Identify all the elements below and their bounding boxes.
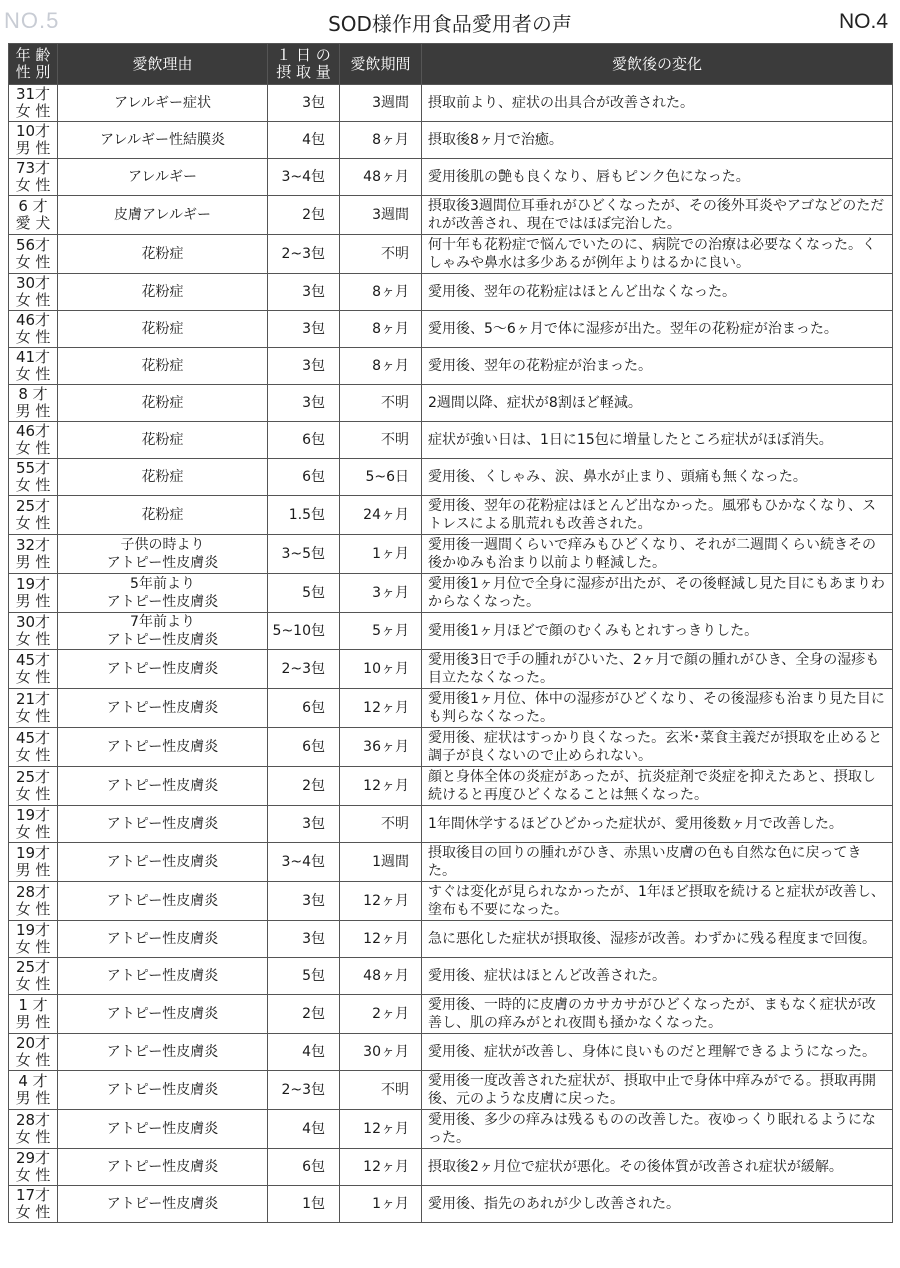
reason-value: アトピー性皮膚炎 (106, 1006, 219, 1022)
cell-reason (58, 1110, 268, 1149)
cell-age-sex (9, 843, 58, 882)
cell-period: 3週間 (340, 85, 422, 122)
cell-age-sex (9, 995, 58, 1034)
table-row (9, 122, 893, 159)
cell-reason (58, 385, 268, 422)
cell-daily-amount: 3~5包 (268, 535, 340, 574)
reason-detail: 子供の時より (120, 537, 205, 553)
cell-change: 愛用後1ヶ月位で全身に湿疹が出たが、その後軽減し見た目にもあまりわからなくなった。 (422, 574, 893, 613)
cell-reason (58, 535, 268, 574)
table-row (9, 767, 893, 806)
cell-reason (58, 958, 268, 995)
table-row (9, 496, 893, 535)
reason-value: アトピー性皮膚炎 (106, 1121, 219, 1137)
cell-period: 8ヶ月 (340, 122, 422, 159)
cell-age-sex (9, 1071, 58, 1110)
age-value: 4 才 (18, 1072, 48, 1090)
cell-daily-amount: 6包 (268, 1149, 340, 1186)
reason-value: アトピー性皮膚炎 (106, 632, 219, 648)
cell-age-sex (9, 1034, 58, 1071)
cell-change: 愛用後、症状が改善し、身体に良いものだと理解できるようになった。 (422, 1034, 893, 1071)
page-title: SOD様作用食品愛用者の声 (328, 12, 572, 36)
reason-value: アトピー性皮膚炎 (106, 1159, 219, 1175)
table-row (9, 274, 893, 311)
age-value: 19才 (15, 844, 51, 862)
age-value: 19才 (15, 921, 51, 939)
reason-detail: 5年前より (130, 576, 195, 592)
cell-daily-amount: 2包 (268, 767, 340, 806)
cell-reason (58, 921, 268, 958)
cell-period: 12ヶ月 (340, 882, 422, 921)
sex-value: 女 性 (15, 365, 51, 383)
age-value: 56才 (15, 236, 51, 254)
table-row (9, 1071, 893, 1110)
cell-change: 愛用後、一時的に皮膚のカサカサがひどくなったが、まもなく症状が改善し、肌の痒みがとれ夜間も掻かなくなった。 (422, 995, 893, 1034)
sex-value: 男 性 (15, 553, 51, 571)
cell-reason (58, 1034, 268, 1071)
age-value: 10才 (15, 122, 51, 140)
reason-value: 花粉症 (141, 358, 184, 374)
table-row (9, 311, 893, 348)
page-number: NO.4 (838, 10, 888, 33)
sex-value: 男 性 (15, 402, 51, 420)
sex-value: 男 性 (15, 1013, 51, 1031)
cell-reason (58, 85, 268, 122)
cell-change: 愛用後1ヶ月ほどで顔のむくみもとれすっきりした。 (422, 613, 893, 650)
cell-reason (58, 496, 268, 535)
cell-reason (58, 843, 268, 882)
reason-value: アトピー性皮膚炎 (106, 1082, 219, 1098)
cell-age-sex (9, 159, 58, 196)
cell-change: 摂取後8ヶ月で治癒。 (422, 122, 893, 159)
cell-period: 30ヶ月 (340, 1034, 422, 1071)
cell-period: 1ヶ月 (340, 535, 422, 574)
age-value: 25才 (15, 497, 51, 515)
header-age: 年 齢 (15, 46, 51, 64)
cell-reason (58, 122, 268, 159)
cell-change: 愛用後、症状はすっかり良くなった。玄米･菜食主義だが摂取を止めると調子が良くないので止められない。 (422, 728, 893, 767)
cell-change: 何十年も花粉症で悩んでいたのに、病院での治療は必要なくなった。くしゃみや鼻水は多少あるが例年よりはるかに良い。 (422, 235, 893, 274)
age-value: 19才 (15, 575, 51, 593)
sex-value: 男 性 (15, 139, 51, 157)
reason-value: アトピー性皮膚炎 (106, 661, 219, 677)
cell-age-sex (9, 385, 58, 422)
cell-daily-amount: 4包 (268, 1034, 340, 1071)
sex-value: 女 性 (15, 253, 51, 271)
cell-daily-amount: 3包 (268, 806, 340, 843)
sex-value: 女 性 (15, 938, 51, 956)
table-row (9, 459, 893, 496)
reason-value: アレルギー (127, 169, 198, 185)
reason-value: アトピー性皮膚炎 (106, 893, 219, 909)
cell-change: 愛用後肌の艶も良くなり、唇もピンク色になった。 (422, 159, 893, 196)
cell-reason (58, 689, 268, 728)
cell-change: 愛用後、多少の痒みは残るものの改善した。夜ゆっくり眠れるようになった。 (422, 1110, 893, 1149)
table-row (9, 85, 893, 122)
cell-daily-amount: 2~3包 (268, 1071, 340, 1110)
ghost-page-label: NO.5 (4, 8, 60, 33)
cell-daily-amount: 3包 (268, 348, 340, 385)
cell-reason (58, 274, 268, 311)
cell-age-sex (9, 574, 58, 613)
table-row (9, 806, 893, 843)
cell-change: 顔と身体全体の炎症があったが、抗炎症剤で炎症を抑えたあと、摂取し続けると再度ひどくなることは無くなった。 (422, 767, 893, 806)
cell-period: 5ヶ月 (340, 613, 422, 650)
cell-period: 3ヶ月 (340, 574, 422, 613)
table-row (9, 422, 893, 459)
cell-change: 2週間以降、症状が8割ほど軽減。 (422, 385, 893, 422)
sex-value: 女 性 (15, 668, 51, 686)
cell-change: 摂取後2ヶ月位で症状が悪化。その後体質が改善され症状が緩解。 (422, 1149, 893, 1186)
cell-age-sex (9, 728, 58, 767)
cell-age-sex (9, 921, 58, 958)
header-age-sex (9, 44, 58, 85)
reason-value: アトピー性皮膚炎 (106, 594, 219, 610)
age-value: 6 才 (18, 197, 48, 215)
cell-period: 1週間 (340, 843, 422, 882)
sex-value: 女 性 (15, 1128, 51, 1146)
reason-value: 花粉症 (141, 395, 184, 411)
cell-reason (58, 767, 268, 806)
age-value: 1 才 (18, 996, 48, 1014)
cell-age-sex (9, 535, 58, 574)
cell-age-sex (9, 958, 58, 995)
reason-value: 花粉症 (141, 507, 184, 523)
cell-reason (58, 196, 268, 235)
age-value: 25才 (15, 958, 51, 976)
sex-value: 女 性 (15, 102, 51, 120)
cell-daily-amount: 1.5包 (268, 496, 340, 535)
sex-value: 男 性 (15, 861, 51, 879)
cell-daily-amount: 1包 (268, 1186, 340, 1223)
age-value: 17才 (15, 1186, 51, 1204)
cell-reason (58, 728, 268, 767)
cell-age-sex (9, 85, 58, 122)
sex-value: 愛 犬 (15, 214, 51, 232)
cell-change: 1年間休学するほどひどかった症状が、愛用後数ヶ月で改善した。 (422, 806, 893, 843)
cell-age-sex (9, 348, 58, 385)
cell-period: 8ヶ月 (340, 274, 422, 311)
cell-change: 愛用後、5～6ヶ月で体に湿疹が出た。翌年の花粉症が治まった。 (422, 311, 893, 348)
cell-reason (58, 422, 268, 459)
cell-period: 12ヶ月 (340, 1149, 422, 1186)
table-row (9, 196, 893, 235)
header-change: 愛飲後の変化 (422, 44, 893, 85)
cell-reason (58, 459, 268, 496)
sex-value: 女 性 (15, 746, 51, 764)
cell-change: 摂取後目の回りの腫れがひき、赤黒い皮膚の色も自然な色に戻ってきた。 (422, 843, 893, 882)
cell-period: 12ヶ月 (340, 767, 422, 806)
reason-value: 花粉症 (141, 284, 184, 300)
header-daily-amount-line1: １ 日 の (276, 46, 331, 64)
cell-age-sex (9, 122, 58, 159)
cell-daily-amount: 4包 (268, 122, 340, 159)
cell-change: 愛用後、症状はほとんど改善された。 (422, 958, 893, 995)
cell-daily-amount: 3包 (268, 311, 340, 348)
cell-period: 8ヶ月 (340, 348, 422, 385)
table-row (9, 958, 893, 995)
age-value: 46才 (15, 311, 51, 329)
age-value: 20才 (15, 1034, 51, 1052)
cell-daily-amount: 3包 (268, 921, 340, 958)
table-row (9, 650, 893, 689)
cell-period: 36ヶ月 (340, 728, 422, 767)
sex-value: 男 性 (15, 1089, 51, 1107)
cell-daily-amount: 2包 (268, 196, 340, 235)
reason-value: アトピー性皮膚炎 (106, 816, 219, 832)
cell-reason (58, 650, 268, 689)
cell-age-sex (9, 613, 58, 650)
cell-daily-amount: 6包 (268, 422, 340, 459)
cell-age-sex (9, 1186, 58, 1223)
table-body (9, 85, 893, 1223)
cell-period: 不明 (340, 235, 422, 274)
cell-change: 愛用後1ヶ月位、体中の湿疹がひどくなり、その後湿疹も治まり見た目にも判らなくなった。 (422, 689, 893, 728)
age-value: 8 才 (18, 385, 48, 403)
cell-change: 愛用後、くしゃみ、涙、鼻水が止まり、頭痛も無くなった。 (422, 459, 893, 496)
cell-daily-amount: 3包 (268, 274, 340, 311)
header-daily-amount (268, 44, 340, 85)
table-row (9, 235, 893, 274)
age-value: 41才 (15, 348, 51, 366)
cell-reason (58, 1186, 268, 1223)
header-daily-amount-line2: 摂 取 量 (276, 63, 331, 81)
cell-period: 24ヶ月 (340, 496, 422, 535)
cell-change: 症状が強い日は、1日に15包に増量したところ症状がほぼ消失。 (422, 422, 893, 459)
table-row (9, 1186, 893, 1223)
cell-period: 12ヶ月 (340, 921, 422, 958)
reason-value: アレルギー性結膜炎 (99, 132, 226, 148)
cell-change: 愛用後一週間くらいで痒みもひどくなり、それが二週間くらい続きその後かゆみも治まり以前より軽減した。 (422, 535, 893, 574)
sex-value: 女 性 (15, 900, 51, 918)
cell-age-sex (9, 650, 58, 689)
sex-value: 女 性 (15, 1051, 51, 1069)
sex-value: 女 性 (15, 630, 51, 648)
cell-daily-amount: 5包 (268, 574, 340, 613)
cell-period: 不明 (340, 1071, 422, 1110)
age-value: 28才 (15, 883, 51, 901)
reason-value: 花粉症 (141, 432, 184, 448)
cell-daily-amount: 3~4包 (268, 159, 340, 196)
cell-daily-amount: 5~10包 (268, 613, 340, 650)
reason-value: アトピー性皮膚炎 (106, 854, 219, 870)
cell-age-sex (9, 806, 58, 843)
sex-value: 女 性 (15, 975, 51, 993)
cell-age-sex (9, 235, 58, 274)
table-row (9, 613, 893, 650)
cell-age-sex (9, 422, 58, 459)
sex-value: 女 性 (15, 291, 51, 309)
age-value: 73才 (15, 159, 51, 177)
cell-change: 愛用後3日で手の腫れがひいた、2ヶ月で顔の腫れがひき、全身の湿疹も目立たなくなった。 (422, 650, 893, 689)
age-value: 30才 (15, 613, 51, 631)
cell-change: 愛用後一度改善された症状が、摂取中止で身体中痒みがでる。摂取再開後、元のような皮膚に戻った。 (422, 1071, 893, 1110)
cell-period: 3週間 (340, 196, 422, 235)
table-row (9, 385, 893, 422)
sex-value: 女 性 (15, 1166, 51, 1184)
cell-age-sex (9, 1110, 58, 1149)
cell-change: 愛用後、指先のあれが少し改善された。 (422, 1186, 893, 1223)
sex-value: 女 性 (15, 176, 51, 194)
cell-reason (58, 1071, 268, 1110)
cell-period: 8ヶ月 (340, 311, 422, 348)
table-row (9, 348, 893, 385)
cell-daily-amount: 6包 (268, 728, 340, 767)
sex-value: 女 性 (15, 439, 51, 457)
sex-value: 女 性 (15, 1203, 51, 1221)
reason-value: 花粉症 (141, 246, 184, 262)
cell-reason (58, 613, 268, 650)
age-value: 30才 (15, 274, 51, 292)
table-row (9, 574, 893, 613)
table-row (9, 882, 893, 921)
age-value: 19才 (15, 806, 51, 824)
reason-value: 花粉症 (141, 469, 184, 485)
cell-period: 不明 (340, 806, 422, 843)
table-row (9, 921, 893, 958)
cell-period: 12ヶ月 (340, 1110, 422, 1149)
cell-daily-amount: 3包 (268, 882, 340, 921)
sex-value: 女 性 (15, 476, 51, 494)
sex-value: 男 性 (15, 592, 51, 610)
cell-change: 愛用後、翌年の花粉症が治まった。 (422, 348, 893, 385)
sex-value: 女 性 (15, 785, 51, 803)
cell-period: 2ヶ月 (340, 995, 422, 1034)
cell-reason (58, 882, 268, 921)
cell-reason (58, 574, 268, 613)
table-row (9, 995, 893, 1034)
cell-change: 愛用後、翌年の花粉症はほとんど出なかった。風邪もひかなくなり、ストレスによる肌荒れも改善された。 (422, 496, 893, 535)
cell-daily-amount: 6包 (268, 459, 340, 496)
cell-reason (58, 1149, 268, 1186)
sex-value: 女 性 (15, 823, 51, 841)
cell-period: 5~6日 (340, 459, 422, 496)
cell-age-sex (9, 767, 58, 806)
cell-reason (58, 995, 268, 1034)
table-row (9, 535, 893, 574)
header-sex: 性 別 (15, 63, 51, 81)
cell-daily-amount: 2~3包 (268, 235, 340, 274)
cell-age-sex (9, 311, 58, 348)
table-row (9, 843, 893, 882)
age-value: 46才 (15, 422, 51, 440)
sex-value: 女 性 (15, 514, 51, 532)
reason-value: アレルギー症状 (113, 95, 212, 111)
cell-change: 急に悪化した症状が摂取後、湿疹が改善。わずかに残る程度まで回復。 (422, 921, 893, 958)
cell-age-sex (9, 496, 58, 535)
cell-period: 不明 (340, 385, 422, 422)
age-value: 32才 (15, 536, 51, 554)
table-row (9, 1034, 893, 1071)
reason-value: アトピー性皮膚炎 (106, 968, 219, 984)
reason-detail: 7年前より (130, 614, 195, 630)
cell-daily-amount: 3包 (268, 85, 340, 122)
reason-value: アトピー性皮膚炎 (106, 931, 219, 947)
cell-daily-amount: 5包 (268, 958, 340, 995)
cell-period: 不明 (340, 422, 422, 459)
cell-daily-amount: 3~4包 (268, 843, 340, 882)
age-value: 21才 (15, 690, 51, 708)
cell-daily-amount: 6包 (268, 689, 340, 728)
cell-change: すぐは変化が見られなかったが、1年ほど摂取を続けると症状が改善し、塗布も不要になった。 (422, 882, 893, 921)
cell-daily-amount: 4包 (268, 1110, 340, 1149)
cell-period: 12ヶ月 (340, 689, 422, 728)
age-value: 29才 (15, 1149, 51, 1167)
reason-value: アトピー性皮膚炎 (106, 1196, 219, 1212)
testimonial-table (8, 43, 893, 1223)
table-row (9, 1149, 893, 1186)
age-value: 45才 (15, 729, 51, 747)
reason-value: アトピー性皮膚炎 (106, 1044, 219, 1060)
age-value: 55才 (15, 459, 51, 477)
cell-period: 48ヶ月 (340, 958, 422, 995)
table-row (9, 728, 893, 767)
cell-reason (58, 235, 268, 274)
cell-reason (58, 311, 268, 348)
table-row (9, 689, 893, 728)
age-value: 45才 (15, 651, 51, 669)
header-reason: 愛飲理由 (58, 44, 268, 85)
cell-daily-amount: 2~3包 (268, 650, 340, 689)
cell-age-sex (9, 459, 58, 496)
age-value: 28才 (15, 1111, 51, 1129)
age-value: 25才 (15, 768, 51, 786)
cell-age-sex (9, 882, 58, 921)
sex-value: 女 性 (15, 328, 51, 346)
table-row (9, 159, 893, 196)
reason-value: アトピー性皮膚炎 (106, 700, 219, 716)
table-row (9, 1110, 893, 1149)
cell-period: 10ヶ月 (340, 650, 422, 689)
cell-period: 48ヶ月 (340, 159, 422, 196)
cell-change: 摂取後3週間位耳垂れがひどくなったが、その後外耳炎やアゴなどのただれが改善され、現在ではほぼ完治した。 (422, 196, 893, 235)
cell-age-sex (9, 1149, 58, 1186)
reason-value: アトピー性皮膚炎 (106, 555, 219, 571)
reason-value: アトピー性皮膚炎 (106, 778, 219, 794)
cell-daily-amount: 3包 (268, 385, 340, 422)
table-header (9, 44, 893, 85)
age-value: 31才 (15, 85, 51, 103)
cell-reason (58, 348, 268, 385)
cell-change: 愛用後、翌年の花粉症はほとんど出なくなった。 (422, 274, 893, 311)
cell-change: 摂取前より、症状の出具合が改善された。 (422, 85, 893, 122)
reason-value: 皮膚アレルギー (113, 207, 212, 223)
cell-age-sex (9, 196, 58, 235)
cell-period: 1ヶ月 (340, 1186, 422, 1223)
reason-value: アトピー性皮膚炎 (106, 739, 219, 755)
cell-reason (58, 159, 268, 196)
header-period: 愛飲期間 (340, 44, 422, 85)
cell-age-sex (9, 274, 58, 311)
sex-value: 女 性 (15, 707, 51, 725)
cell-reason (58, 806, 268, 843)
cell-daily-amount: 2包 (268, 995, 340, 1034)
reason-value: 花粉症 (141, 321, 184, 337)
cell-age-sex (9, 689, 58, 728)
